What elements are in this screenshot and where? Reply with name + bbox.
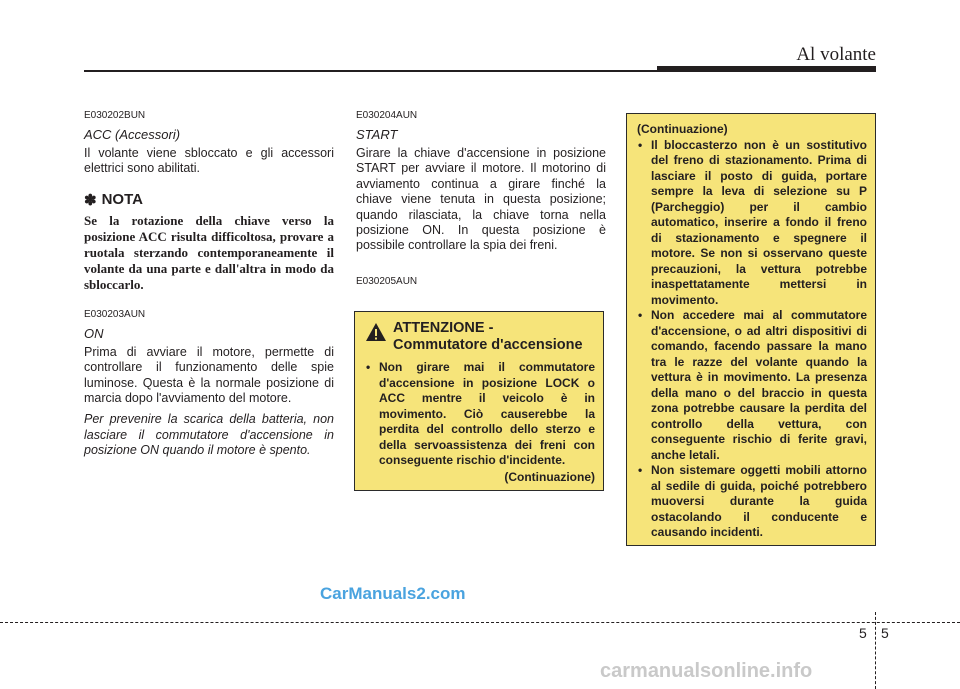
- warning-title-line1: ATTENZIONE -: [393, 320, 494, 336]
- warning-title-row: [365, 320, 595, 354]
- header-rule: [84, 70, 660, 72]
- watermark-link[interactable]: CarManuals2.com: [320, 584, 466, 603]
- section-code-acc: E030202BUN: [84, 110, 146, 121]
- heading-start: START: [356, 127, 398, 142]
- section-code-warning: E030205AUN: [356, 275, 418, 287]
- text-on-italic: Per prevenire la scarica della batteria, non lasciare il commutatore d'accensione in posizione ON quando il motore è spento.: [84, 412, 334, 458]
- warning-title: [393, 320, 583, 354]
- continued-label: (Continuazione): [637, 122, 728, 136]
- footer-rule: [0, 622, 960, 623]
- heading-on: ON: [84, 325, 104, 341]
- text-start: Girare la chiave d'accensione in posizione START per avviare il motore. Il motorino di avviamento continua a girare finché la chiave viene tenuta in questa posizione; quando rilasciata, la chiave torna nella posizione ON. In questa posizione è possibile controllare la spia dei freni.: [356, 146, 606, 253]
- page-number: 5: [881, 625, 889, 641]
- note-heading: [84, 191, 334, 209]
- heading-acc: ACC (Accessori): [84, 127, 181, 142]
- warning-title-line2: Commutatore d'accensione: [393, 337, 583, 353]
- section-code-start: E030204AUN: [356, 110, 418, 121]
- list-item: • Non girare mai il commutatore d'accensione in posizione LOCK o ACC mentre il veicolo è in movimento. Ciò causerebbe la perdita del controllo dello sterzo e della servoassistenza dei freni con conseguente rischio d'incidente.: [365, 360, 595, 469]
- column-left: [84, 110, 334, 459]
- header-rule-thick: [657, 66, 876, 72]
- note-heading-label: NOTA: [101, 191, 143, 209]
- column-middle: [356, 110, 606, 293]
- list-item: • Non accedere mai al commutatore d'accensione, o ad altri dispositivi di comando, facendo passare la mano tra le razze del volante quando la vettura è in movimento. La presenza della mano o del braccio in questa zona potrebbe causare la perdita del controllo della vettura, con conseguente rischio di ferite gravi, anche letali.: [637, 308, 867, 463]
- continued-label: (Continuazione): [504, 469, 595, 484]
- chapter-number: 5: [859, 625, 867, 641]
- warning-box: [354, 311, 604, 491]
- section-code-on: E030203AUN: [84, 308, 146, 320]
- text-acc: Il volante viene sbloccato e gli accessori elettrici sono abilitati.: [84, 146, 334, 176]
- list-item: • Il bloccasterzo non è un sostitutivo del freno di stazionamento. Prima di lasciare il posto di guida, portare sempre la leva di selezione su P (Parcheggio) per il cambio automatico, inserire a fondo il freno di stazionamento e spegnere il motore. Se non si osservano queste precauzioni, la vettura potrebbe inaspettatamente mettersi in movimento.: [637, 138, 867, 309]
- list-item: • Non sistemare oggetti mobili attorno al sedile di guida, poiché potrebbero muoversi durante la guida ostacolando il conducente e causando incidenti.: [637, 463, 867, 541]
- warning-box-continued: [626, 113, 876, 546]
- note-star-icon: ✽: [84, 191, 97, 209]
- text-on: Prima di avviare il motore, permette di controllare il funzionamento delle spie luminose. Questa è la normale posizione di marcia dopo l'avviamento del motore.: [84, 344, 334, 406]
- warning-list-continued: [637, 138, 867, 541]
- note-text: Se la rotazione della chiave verso la posizione ACC risulta difficoltosa, provare a ruotala sterzando contemporaneamente il volante da una parte e dall'altra in modo da sbloccarlo.: [84, 212, 334, 292]
- warning-list: [365, 360, 595, 469]
- header-title: Al volante: [796, 44, 876, 65]
- page-divider: [875, 612, 876, 689]
- warning-triangle-icon: [365, 322, 387, 342]
- footer-watermark[interactable]: carmanualsonline.info: [600, 660, 813, 682]
